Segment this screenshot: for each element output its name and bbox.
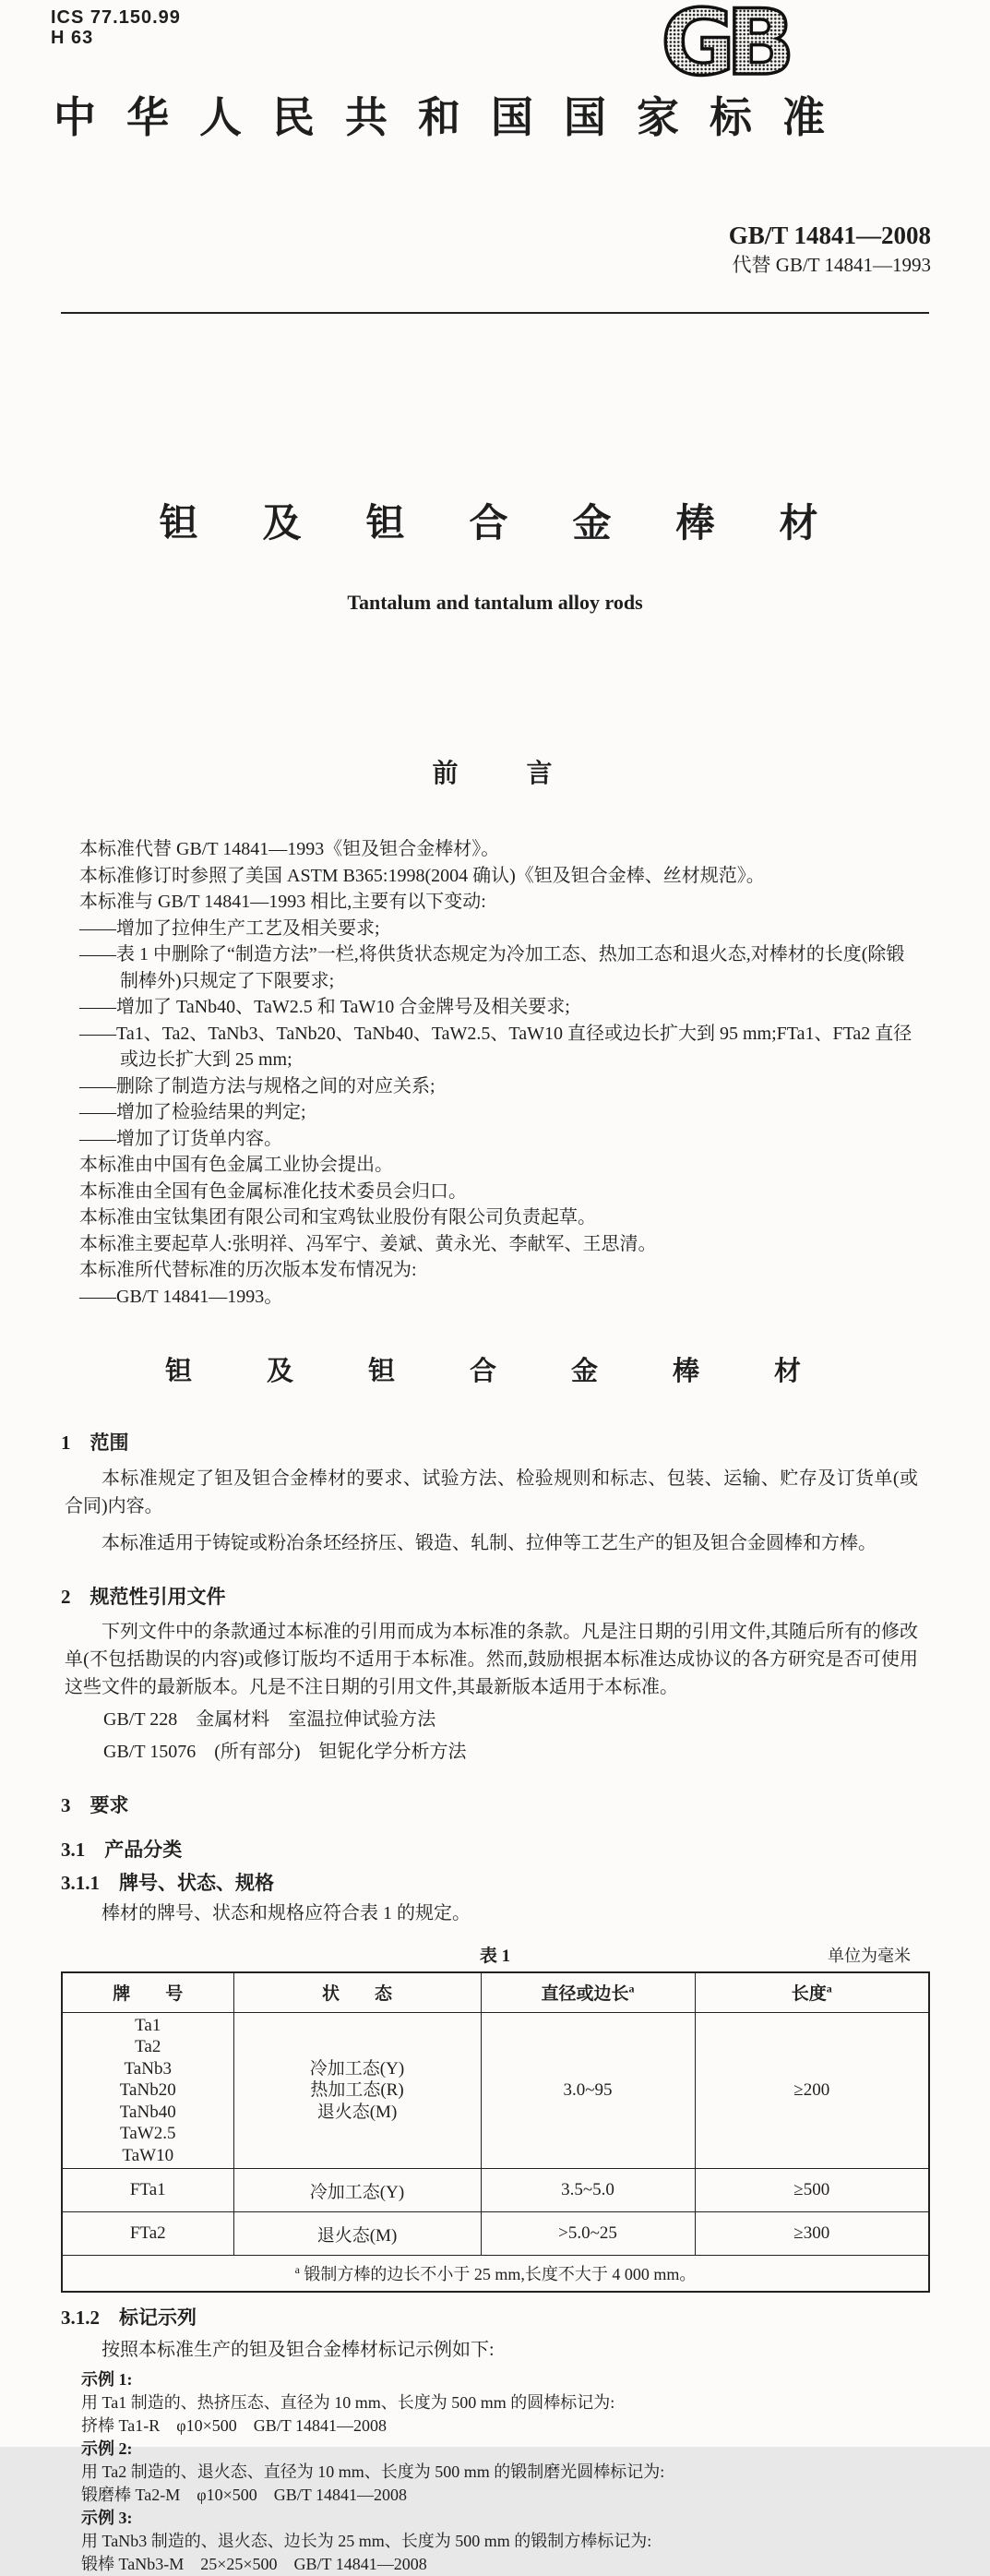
ics-code: ICS 77.150.99 bbox=[51, 7, 181, 28]
foreword-line: ——增加了拉伸生产工艺及相关要求; bbox=[79, 917, 380, 939]
example-designation: 挤棒 Ta1-R φ10×500 GB/T 14841—2008 bbox=[81, 2416, 387, 2436]
state-name: 热加工态(R) bbox=[310, 2080, 404, 2101]
foreword-line: ——删除了制造方法与规格之间的对应关系; bbox=[79, 1075, 435, 1096]
brand-name: TaNb40 bbox=[119, 2102, 176, 2122]
gb-logo-text: GB bbox=[661, 0, 786, 96]
brand-name: TaNb3 bbox=[124, 2058, 172, 2079]
brand-name: TaNb20 bbox=[119, 2080, 176, 2101]
example-label: 示例 3: bbox=[81, 2509, 133, 2528]
table-header-diameter: 直径或边长$^a$ bbox=[481, 1972, 695, 2013]
table-footnote: $^a$ 锻制方棒的边长不小于 25 mm,长度不大于 4 000 mm。 bbox=[62, 2256, 929, 2293]
table-footnote-row bbox=[62, 2256, 929, 2293]
marking-examples bbox=[81, 2368, 918, 2576]
table-1 bbox=[61, 1971, 930, 2294]
scope-paragraph: 本标准规定了钽及钽合金棒材的要求、试验方法、检验规则和标志、包装、运输、贮存及订货单(或合同)内容。 bbox=[65, 1468, 918, 1516]
example-label: 示例 2: bbox=[81, 2439, 133, 2459]
footnote-marker: a bbox=[826, 1982, 832, 1995]
subsection-heading-grades: 3.1.1 牌号、状态、规格 bbox=[61, 1872, 274, 1895]
reference-item: GB/T 15076 (所有部分) 钽铌化学分析方法 bbox=[103, 1741, 467, 1762]
brand-cell: FTa1 bbox=[62, 2169, 233, 2212]
example-label: 示例 1: bbox=[81, 2370, 133, 2390]
foreword-line: ——增加了检验结果的判定; bbox=[79, 1102, 306, 1123]
replaced-standard: 代替 GB/T 14841—1993 bbox=[732, 254, 931, 277]
length-cell: ≥200 bbox=[695, 2012, 929, 2169]
foreword-line: 本标准主要起草人:张明祥、冯军宁、姜斌、黄永光、李献军、王思清。 bbox=[79, 1233, 657, 1254]
marking-example bbox=[81, 2368, 918, 2438]
body-title-zh: 钽 及 钽 合 金 棒 材 bbox=[164, 1357, 825, 1387]
table-header-state: 状 态 bbox=[233, 1972, 481, 2013]
foreword-line: 本标准由全国有色金属标准化技术委员会归口。 bbox=[79, 1180, 467, 1202]
foreword-line: ——增加了订货单内容。 bbox=[79, 1128, 282, 1149]
state-cell: 冷加工态(Y) bbox=[233, 2169, 481, 2212]
marking-intro: 按照本标准生产的钽及钽合金棒材标记示例如下: bbox=[101, 2340, 495, 2361]
brand-name: TaW10 bbox=[122, 2145, 174, 2165]
length-cell: ≥300 bbox=[695, 2212, 929, 2256]
foreword-line: 本标准代替 GB/T 14841—1993《钽及钽合金棒材》。 bbox=[79, 839, 500, 860]
table-header-brand: 牌 号 bbox=[62, 1972, 233, 2013]
example-designation: 锻磨棒 Ta2-M φ10×500 GB/T 14841—2008 bbox=[81, 2486, 407, 2505]
foreword-line: ——Ta1、Ta2、TaNb3、TaNb20、TaNb40、TaW2.5、TaW10 直径或边长扩大到 95 mm;FTa1、FTa2 直径或边长扩大到 25 mm; bbox=[79, 1023, 912, 1071]
ics-block bbox=[51, 7, 181, 48]
section-heading-references: 2 规范性引用文件 bbox=[61, 1585, 226, 1608]
foreword-line: 本标准与 GB/T 14841—1993 相比,主要有以下变动: bbox=[79, 892, 486, 913]
footnote-marker: a bbox=[628, 1982, 635, 1995]
table-caption: 表 1 bbox=[479, 1946, 511, 1966]
table-row-fta2 bbox=[62, 2212, 929, 2256]
foreword-line: ——增加了 TaNb40、TaW2.5 和 TaW10 合金牌号及相关要求; bbox=[79, 997, 570, 1018]
table-unit-label: 单位为毫米 bbox=[828, 1946, 911, 1965]
marking-example bbox=[81, 2438, 918, 2507]
table-header-length: 长度$^a$ bbox=[695, 1972, 929, 2013]
reference-list bbox=[0, 1707, 990, 1766]
scope-paragraphs bbox=[0, 1465, 990, 1557]
national-standard-title: 中华人民共和国国家标准 bbox=[54, 94, 855, 141]
example-designation: 锻棒 TaNb3-M 25×25×500 GB/T 14841—2008 bbox=[81, 2555, 427, 2574]
gb-logo bbox=[623, 0, 824, 96]
diameter-cell: 3.5~5.0 bbox=[481, 2169, 695, 2212]
state-name: 退火态(M) bbox=[316, 2102, 398, 2122]
header-rule bbox=[61, 312, 929, 314]
table-header-row bbox=[62, 1972, 929, 2013]
diameter-cell: 3.0~95 bbox=[481, 2012, 695, 2169]
table-caption-row bbox=[61, 1942, 929, 1966]
subsection-heading-classification: 3.1 产品分类 bbox=[61, 1839, 183, 1862]
foreword-line: ——表 1 中删除了“制造方法”一栏,将供货状态规定为冷加工态、热加工态和退火态,对棒材的长度(除锻制棒外)只规定了下限要求; bbox=[79, 944, 905, 991]
document-title-zh: 钽 及 钽 合 金 棒 材 bbox=[159, 503, 831, 546]
brand-name: TaW2.5 bbox=[120, 2124, 176, 2144]
foreword-line: 本标准由宝钛集团有限公司和宝鸡钛业股份有限公司负责起草。 bbox=[79, 1207, 596, 1228]
example-description: 用 Ta1 制造的、热挤压态、直径为 10 mm、长度为 500 mm 的圆棒标记为: bbox=[81, 2393, 615, 2413]
state-cell: 退火态(M) bbox=[233, 2212, 481, 2256]
brand-cell bbox=[62, 2012, 233, 2169]
table-row-fta1 bbox=[62, 2169, 929, 2212]
brand-name: Ta1 bbox=[135, 2015, 161, 2035]
footnote-marker: a bbox=[294, 2263, 300, 2277]
reference-item: GB/T 228 金属材料 室温拉伸试验方法 bbox=[103, 1708, 436, 1730]
foreword-line: ——GB/T 14841—1993。 bbox=[79, 1286, 283, 1307]
standard-number: GB/T 14841—2008 bbox=[728, 221, 931, 249]
scope-paragraph: 本标准适用于铸锭或粉冶条坯经挤压、锻造、轧制、拉伸等工艺生产的钽及钽合金圆棒和方棒。 bbox=[101, 1532, 877, 1553]
page-header bbox=[0, 0, 990, 96]
table-row-group1 bbox=[62, 2012, 929, 2169]
foreword-heading: 前 言 bbox=[432, 760, 558, 789]
diameter-cell: >5.0~25 bbox=[481, 2212, 695, 2256]
length-cell: ≥500 bbox=[695, 2169, 929, 2212]
section-heading-scope: 1 范围 bbox=[61, 1432, 129, 1455]
state-name: 冷加工态(Y) bbox=[309, 2058, 405, 2079]
brand-name: Ta2 bbox=[135, 2037, 161, 2057]
example-description: 用 TaNb3 制造的、退火态、边长为 25 mm、长度为 500 mm 的锻制方棒标记为: bbox=[81, 2532, 652, 2551]
doc-class-code: H 63 bbox=[51, 28, 94, 48]
foreword-body bbox=[79, 836, 918, 1310]
grades-paragraph: 棒材的牌号、状态和规格应符合表 1 的规定。 bbox=[101, 1902, 471, 1923]
subsection-heading-marking: 3.1.2 标记示列 bbox=[61, 2306, 197, 2330]
references-paragraph: 下列文件中的条款通过本标准的引用而成为本标准的条款。凡是注日期的引用文件,其随后所有的修改单(不包括勘误的内容)或修订版均不适用于本标准。然而,鼓励根据本标准达成协议的各方研究是否可使用这些文件的最新版本。凡是不注日期的引用文件,其最新版本适用于本标准。 bbox=[65, 1621, 918, 1697]
example-description: 用 Ta2 制造的、退火态、直径为 10 mm、长度为 500 mm 的锻制磨光圆棒标记为: bbox=[81, 2462, 665, 2482]
brand-cell: FTa2 bbox=[62, 2212, 233, 2256]
foreword-line: 本标准由中国有色金属工业协会提出。 bbox=[79, 1155, 393, 1176]
foreword-line: 本标准修订时参照了美国 ASTM B365:1998(2004 确认)《钽及钽合金棒、丝材规范》。 bbox=[79, 865, 765, 886]
section-heading-requirements: 3 要求 bbox=[61, 1793, 129, 1816]
standard-number-block bbox=[0, 221, 931, 278]
document-title-en: Tantalum and tantalum alloy rods bbox=[347, 591, 643, 615]
foreword-line: 本标准所代替标准的历次版本发布情况为: bbox=[79, 1260, 417, 1281]
gb-logo-graphic bbox=[623, 0, 824, 96]
marking-example bbox=[81, 2507, 918, 2576]
state-cell bbox=[233, 2012, 481, 2169]
